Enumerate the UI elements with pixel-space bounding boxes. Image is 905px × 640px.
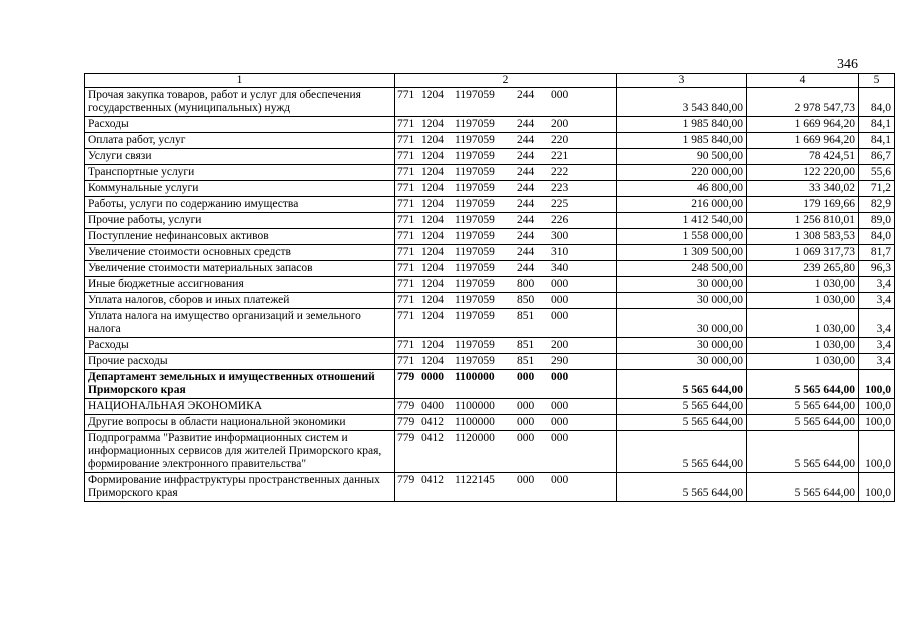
row-planned-amount: 5 565 644,00 (617, 473, 747, 502)
row-executed-amount: 122 220,00 (747, 165, 859, 181)
row-executed-amount: 5 565 644,00 (747, 399, 859, 415)
table-row (85, 165, 895, 181)
code-part-c5: 000 (551, 278, 569, 290)
row-code (395, 133, 617, 149)
table-row (85, 213, 895, 229)
row-planned-amount: 30 000,00 (617, 277, 747, 293)
row-executed-amount: 5 565 644,00 (747, 431, 859, 473)
code-part-c4: 244 (517, 150, 535, 162)
row-executed-amount: 1 030,00 (747, 338, 859, 354)
code-part-c1: 771 (397, 182, 415, 194)
code-part-c2: 1204 (421, 198, 444, 210)
row-percent: 3,4 (859, 293, 895, 309)
table-row (85, 415, 895, 431)
code-part-c3: 1122145 (455, 474, 495, 486)
row-code (395, 399, 617, 415)
row-percent: 84,1 (859, 117, 895, 133)
row-executed-amount: 2 978 547,73 (747, 88, 859, 117)
code-part-c4: 244 (517, 262, 535, 274)
code-part-c1: 771 (397, 355, 415, 367)
row-code (395, 261, 617, 277)
code-part-c2: 1204 (421, 89, 444, 101)
row-code (395, 197, 617, 213)
code-part-c1: 771 (397, 339, 415, 351)
table-row (85, 399, 895, 415)
row-planned-amount: 5 565 644,00 (617, 399, 747, 415)
row-planned-amount: 30 000,00 (617, 338, 747, 354)
row-percent: 3,4 (859, 277, 895, 293)
code-part-c3: 1197059 (455, 89, 495, 101)
code-part-c2: 1204 (421, 230, 444, 242)
row-name: Коммунальные услуги (85, 181, 395, 197)
row-name: Иные бюджетные ассигнования (85, 277, 395, 293)
row-code (395, 277, 617, 293)
code-part-c4: 851 (517, 355, 535, 367)
code-part-c3: 1197059 (455, 134, 495, 146)
code-part-c2: 1204 (421, 134, 444, 146)
table-row (85, 117, 895, 133)
row-percent: 3,4 (859, 354, 895, 370)
row-planned-amount: 90 500,00 (617, 149, 747, 165)
row-percent: 96,3 (859, 261, 895, 277)
code-part-c1: 771 (397, 134, 415, 146)
table-row (85, 149, 895, 165)
row-name: Расходы (85, 117, 395, 133)
row-name: Прочая закупка товаров, работ и услуг для обеспечения государственных (муниципальных) нужд (85, 88, 395, 117)
row-code (395, 181, 617, 197)
row-name: Прочие расходы (85, 354, 395, 370)
code-part-c3: 1197059 (455, 198, 495, 210)
code-part-c5: 000 (551, 371, 569, 383)
table-header-row (85, 74, 895, 88)
table-body (85, 88, 895, 502)
code-part-c5: 222 (551, 166, 569, 178)
table-row (85, 133, 895, 149)
row-code (395, 293, 617, 309)
code-part-c2: 1204 (421, 166, 444, 178)
row-percent: 82,9 (859, 197, 895, 213)
row-percent: 3,4 (859, 309, 895, 338)
code-part-c2: 1204 (421, 214, 444, 226)
header-col-2: 2 (395, 74, 617, 88)
row-name: Работы, услуги по содержанию имущества (85, 197, 395, 213)
code-part-c3: 1197059 (455, 230, 495, 242)
row-planned-amount: 5 565 644,00 (617, 415, 747, 431)
row-executed-amount: 1 256 810,01 (747, 213, 859, 229)
code-part-c2: 1204 (421, 150, 444, 162)
code-part-c1: 771 (397, 278, 415, 290)
table-row (85, 181, 895, 197)
row-executed-amount: 1 669 964,20 (747, 117, 859, 133)
code-part-c3: 1100000 (455, 371, 495, 383)
code-part-c5: 000 (551, 310, 569, 322)
row-code (395, 229, 617, 245)
code-part-c4: 850 (517, 294, 535, 306)
code-part-c5: 223 (551, 182, 569, 194)
row-percent: 71,2 (859, 181, 895, 197)
row-executed-amount: 1 030,00 (747, 354, 859, 370)
row-percent: 81,7 (859, 245, 895, 261)
code-part-c5: 000 (551, 89, 569, 101)
header-col-3: 3 (617, 74, 747, 88)
code-part-c4: 800 (517, 278, 535, 290)
row-planned-amount: 30 000,00 (617, 354, 747, 370)
row-name: Увеличение стоимости материальных запасов (85, 261, 395, 277)
code-part-c2: 1204 (421, 182, 444, 194)
code-part-c3: 1197059 (455, 339, 495, 351)
row-code (395, 245, 617, 261)
code-part-c5: 310 (551, 246, 569, 258)
code-part-c1: 771 (397, 198, 415, 210)
row-executed-amount: 239 265,80 (747, 261, 859, 277)
row-name: Услуги связи (85, 149, 395, 165)
row-name: НАЦИОНАЛЬНАЯ ЭКОНОМИКА (85, 399, 395, 415)
code-part-c1: 771 (397, 150, 415, 162)
code-part-c1: 771 (397, 118, 415, 130)
code-part-c4: 000 (517, 371, 535, 383)
code-part-c5: 000 (551, 474, 569, 486)
row-percent: 3,4 (859, 338, 895, 354)
row-executed-amount: 78 424,51 (747, 149, 859, 165)
header-col-4: 4 (747, 74, 859, 88)
code-part-c5: 200 (551, 339, 569, 351)
row-planned-amount: 30 000,00 (617, 309, 747, 338)
code-part-c1: 771 (397, 89, 415, 101)
row-planned-amount: 1 558 000,00 (617, 229, 747, 245)
code-part-c4: 000 (517, 432, 535, 444)
code-part-c4: 244 (517, 118, 535, 130)
code-part-c4: 000 (517, 474, 535, 486)
code-part-c1: 771 (397, 166, 415, 178)
code-part-c1: 779 (397, 371, 415, 383)
code-part-c1: 771 (397, 294, 415, 306)
row-planned-amount: 220 000,00 (617, 165, 747, 181)
table-row (85, 309, 895, 338)
row-code (395, 370, 617, 399)
code-part-c3: 1197059 (455, 246, 495, 258)
row-code (395, 354, 617, 370)
row-code (395, 473, 617, 502)
row-percent: 100,0 (859, 415, 895, 431)
code-part-c5: 340 (551, 262, 569, 274)
row-code (395, 88, 617, 117)
code-part-c5: 220 (551, 134, 569, 146)
code-part-c4: 244 (517, 166, 535, 178)
row-name: Уплата налога на имущество организаций и земельного налога (85, 309, 395, 338)
row-executed-amount: 1 030,00 (747, 309, 859, 338)
row-percent: 55,6 (859, 165, 895, 181)
code-part-c2: 1204 (421, 118, 444, 130)
row-percent: 84,1 (859, 133, 895, 149)
row-executed-amount: 179 169,66 (747, 197, 859, 213)
code-part-c4: 244 (517, 230, 535, 242)
table-row (85, 354, 895, 370)
row-percent: 100,0 (859, 431, 895, 473)
row-name: Департамент земельных и имущественных отношений Приморского края (85, 370, 395, 399)
code-part-c4: 000 (517, 400, 535, 412)
code-part-c1: 771 (397, 214, 415, 226)
code-part-c5: 290 (551, 355, 569, 367)
row-name: Другие вопросы в области национальной экономики (85, 415, 395, 431)
code-part-c5: 226 (551, 214, 569, 226)
code-part-c1: 779 (397, 400, 415, 412)
code-part-c3: 1197059 (455, 294, 495, 306)
table-row (85, 431, 895, 473)
code-part-c4: 244 (517, 182, 535, 194)
row-name: Формирование инфраструктуры пространственных данных Приморского края (85, 473, 395, 502)
code-part-c3: 1197059 (455, 150, 495, 162)
code-part-c1: 779 (397, 432, 415, 444)
code-part-c3: 1197059 (455, 355, 495, 367)
code-part-c4: 851 (517, 310, 535, 322)
row-planned-amount: 216 000,00 (617, 197, 747, 213)
code-part-c5: 200 (551, 118, 569, 130)
code-part-c2: 1204 (421, 310, 444, 322)
code-part-c5: 225 (551, 198, 569, 210)
row-executed-amount: 1 069 317,73 (747, 245, 859, 261)
code-part-c2: 0000 (421, 371, 444, 383)
row-name: Увеличение стоимости основных средств (85, 245, 395, 261)
row-executed-amount: 5 565 644,00 (747, 370, 859, 399)
row-code (395, 165, 617, 181)
row-name: Транспортные услуги (85, 165, 395, 181)
row-planned-amount: 30 000,00 (617, 293, 747, 309)
code-part-c3: 1197059 (455, 118, 495, 130)
row-name: Поступление нефинансовых активов (85, 229, 395, 245)
row-code (395, 149, 617, 165)
code-part-c2: 1204 (421, 355, 444, 367)
table-row (85, 473, 895, 502)
code-part-c5: 300 (551, 230, 569, 242)
code-part-c5: 000 (551, 432, 569, 444)
row-code (395, 309, 617, 338)
page-number: 346 (837, 57, 858, 72)
code-part-c4: 244 (517, 214, 535, 226)
code-part-c2: 0412 (421, 432, 444, 444)
row-percent: 89,0 (859, 213, 895, 229)
table-row (85, 277, 895, 293)
code-part-c1: 779 (397, 474, 415, 486)
code-part-c3: 1197059 (455, 214, 495, 226)
row-code (395, 431, 617, 473)
code-part-c4: 244 (517, 246, 535, 258)
row-percent: 86,7 (859, 149, 895, 165)
row-executed-amount: 1 030,00 (747, 293, 859, 309)
code-part-c3: 1100000 (455, 416, 495, 428)
row-planned-amount: 3 543 840,00 (617, 88, 747, 117)
code-part-c2: 0412 (421, 416, 444, 428)
code-part-c3: 1197059 (455, 262, 495, 274)
row-code (395, 117, 617, 133)
code-part-c4: 244 (517, 134, 535, 146)
row-planned-amount: 248 500,00 (617, 261, 747, 277)
row-planned-amount: 1 412 540,00 (617, 213, 747, 229)
row-name: Оплата работ, услуг (85, 133, 395, 149)
table-row (85, 261, 895, 277)
row-percent: 84,0 (859, 88, 895, 117)
row-executed-amount: 1 308 583,53 (747, 229, 859, 245)
table-row (85, 229, 895, 245)
table-row (85, 370, 895, 399)
code-part-c2: 1204 (421, 294, 444, 306)
code-part-c4: 851 (517, 339, 535, 351)
code-part-c3: 1197059 (455, 182, 495, 194)
code-part-c4: 244 (517, 89, 535, 101)
code-part-c2: 1204 (421, 339, 444, 351)
header-col-1: 1 (85, 74, 395, 88)
row-percent: 84,0 (859, 229, 895, 245)
code-part-c2: 1204 (421, 246, 444, 258)
table-row (85, 197, 895, 213)
table-row (85, 338, 895, 354)
code-part-c2: 1204 (421, 262, 444, 274)
row-executed-amount: 1 030,00 (747, 277, 859, 293)
table-row (85, 88, 895, 117)
row-executed-amount: 33 340,02 (747, 181, 859, 197)
row-name: Прочие работы, услуги (85, 213, 395, 229)
row-percent: 100,0 (859, 399, 895, 415)
code-part-c2: 1204 (421, 278, 444, 290)
code-part-c2: 0412 (421, 474, 444, 486)
code-part-c1: 771 (397, 230, 415, 242)
row-name: Подпрограмма "Развитие информационных систем и информационных сервисов для жителей Приморского края, формирование электронного правительства" (85, 431, 395, 473)
code-part-c5: 000 (551, 294, 569, 306)
code-part-c1: 771 (397, 310, 415, 322)
row-code (395, 415, 617, 431)
row-planned-amount: 46 800,00 (617, 181, 747, 197)
code-part-c3: 1100000 (455, 400, 495, 412)
row-planned-amount: 5 565 644,00 (617, 370, 747, 399)
code-part-c3: 1197059 (455, 278, 495, 290)
code-part-c1: 771 (397, 246, 415, 258)
row-executed-amount: 1 669 964,20 (747, 133, 859, 149)
code-part-c1: 771 (397, 262, 415, 274)
row-executed-amount: 5 565 644,00 (747, 415, 859, 431)
code-part-c2: 0400 (421, 400, 444, 412)
code-part-c5: 000 (551, 400, 569, 412)
budget-table (84, 73, 895, 502)
row-name: Уплата налогов, сборов и иных платежей (85, 293, 395, 309)
row-executed-amount: 5 565 644,00 (747, 473, 859, 502)
row-code (395, 213, 617, 229)
table-row (85, 245, 895, 261)
row-planned-amount: 5 565 644,00 (617, 431, 747, 473)
row-percent: 100,0 (859, 370, 895, 399)
code-part-c5: 221 (551, 150, 569, 162)
code-part-c3: 1197059 (455, 310, 495, 322)
code-part-c5: 000 (551, 416, 569, 428)
row-planned-amount: 1 309 500,00 (617, 245, 747, 261)
code-part-c3: 1197059 (455, 166, 495, 178)
code-part-c4: 244 (517, 198, 535, 210)
code-part-c4: 000 (517, 416, 535, 428)
row-percent: 100,0 (859, 473, 895, 502)
code-part-c1: 779 (397, 416, 415, 428)
row-code (395, 338, 617, 354)
row-planned-amount: 1 985 840,00 (617, 117, 747, 133)
row-name: Расходы (85, 338, 395, 354)
table-row (85, 293, 895, 309)
header-col-5: 5 (859, 74, 895, 88)
row-planned-amount: 1 985 840,00 (617, 133, 747, 149)
code-part-c3: 1120000 (455, 432, 495, 444)
